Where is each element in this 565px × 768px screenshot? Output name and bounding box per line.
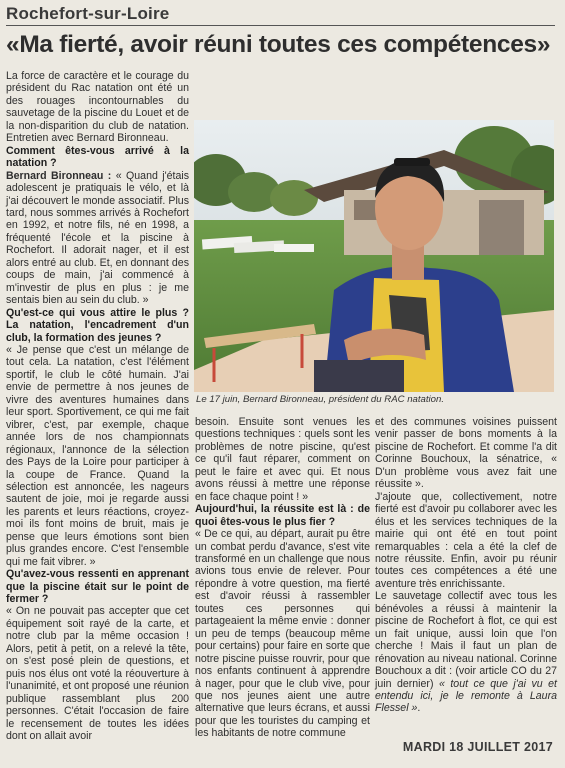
senator-quote: « tout ce que j'ai vu et entendu ici, je le remonte à Laura Flessel »	[375, 677, 557, 715]
article-photo	[194, 120, 554, 392]
rescue-paragraph	[375, 590, 557, 715]
question-3: Qu'avez-vous ressenti en apprenant que la piscine était sur le point de fermer ?	[6, 568, 189, 606]
rescue-end: .	[417, 702, 421, 715]
answer-4-continued: et des communes voisines puissent venir passer de bons moments à la piscine de Rochefort. Et comme l'a dit Corinne Bouchoux, la sénatrice, « D'un problème vous avez fait une réussite ».	[375, 416, 557, 491]
answer-1	[6, 170, 189, 307]
article-column-1	[6, 70, 189, 742]
question-1: Comment êtes-vous arrivé à la natation ?	[6, 144, 189, 170]
speaker-name: Bernard Bironneau :	[6, 169, 112, 182]
headline: «Ma fierté, avoir réuni toutes ces compétences»	[6, 31, 551, 58]
collective-paragraph: J'ajoute que, collectivement, notre fierté est d'avoir pu collaborer avec les élus et les services techniques de la mairie qui ont été en tout point remarquables : cela a été la clef de notre réussite. Enfin, avoir pu réunir toutes ces compétences a été une aventure très enrichissante.	[375, 490, 557, 590]
section-title: Rochefort-sur-Loire	[6, 4, 170, 23]
question-2: Qu'est-ce qui vous attire le plus ? La natation, l'encadrement d'un club, la formation des jeunes ?	[6, 306, 189, 344]
answer-1-text: « Quand j'étais adolescent je pratiquais le vélo, et là j'ai découvert le monde associatif. Plus tard, nous sommes arrivés à Rochefort en 1992, et notre fils, né en 1998, a fréquenté l'école et la piscine à Rochefort. Il adorait nager, et il est alors entré au club. Et, en donnant des coups de main, j'ai commencé à m'investir de plus en plus : je me sentais bien au sein du club. »	[6, 169, 190, 307]
answer-3: « On ne pouvait pas accepter que cet équipement soit rayé de la carte, et notre club par la même occasion ! Alors, petit à petit, on a relevé la tête, on s'est posé plein de questions, et puis nos élus ont voté la réouverture à l'unanimité, et ont proposé une réunion publique rassemblant plus 200 personnes. C'était l'occasion de faire le recensement de toutes les idées dont on allait avoir	[6, 605, 189, 743]
publication-date: MARDI 18 JUILLET 2017	[402, 740, 553, 754]
answer-4: « De ce qui, au départ, aurait pu être un combat perdu d'avance, s'est vite transformé en un challenge que nous avions tous envie de relever. Pour répondre à votre question, ma fierté est d'avoir réussi à rassembler toutes ces personnes qui partageaient la même envie : donner un peu de temps (beaucoup même pour certains) pour faire en sorte que notre piscine puisse rouvrir, pour que nos enfants continuent à apprendre à nager, pour que le club vive, pour que nos jeunes aient une autre alternative que leurs écrans, et aussi pour que les touristes du camping et les habitants de notre commune	[195, 528, 370, 740]
photo-caption: Le 17 juin, Bernard Bironneau, président du RAC natation.	[196, 394, 444, 405]
answer-3-continued: besoin. Ensuite sont venues les questions techniques : quels sont les problèmes de notre piscine, qu'est ce qu'il faut réparer, comment on peut le faire et avec qui. Et nous avons réussi à mettre une réponse en face chaque point ! »	[195, 416, 370, 503]
photo-illustration	[194, 120, 554, 392]
question-4: Aujourd'hui, la réussite est là : de quoi êtes-vous le plus fier ?	[195, 503, 370, 528]
rescue-text: Le sauvetage collectif avec tous les bénévoles a réussi à maintenir la piscine de Rochefort à flot, ce qui est un fait unique, aussi loin que l'on cherche ! Mais il faut un plan de rénovation au niveau national. Corinne Bouchoux a dit : (voir article CO du 27 juin dernier)	[375, 590, 557, 690]
article-column-2	[195, 416, 370, 740]
article-column-3	[375, 416, 557, 715]
answer-2: « Je pense que c'est un mélange de tout cela. La natation, c'est l'élément sportif, le club le côté humain. J'ai envie de permettre à nos jeunes de vivre des aventures humaines dans leur sport. Sportivement, ce qui me fait vibrer, c'est, par exemple, chaque année lors de nos championnats régionaux, l'annonce de la sélection des Pays de la Loire pour participer à la coupe de France. Quand la sélection est annoncée, les nageurs sautent de joie, moi je regarde aussi les parents et leurs réactions, croyez-moi ils font moins de bruit, mais je pense que leurs émotions sont bien plus grandes encore. C'est l'ensemble qui me fait vibrer. »	[6, 343, 189, 568]
lead-paragraph: La force de caractère et le courage du président du Rac natation ont été un des rouages incontournables du sauvetage de la piscine du Louet et de la non-disparition du club de natation. Entretien avec Bernard Bironneau.	[6, 70, 189, 145]
section-rule	[6, 25, 555, 26]
